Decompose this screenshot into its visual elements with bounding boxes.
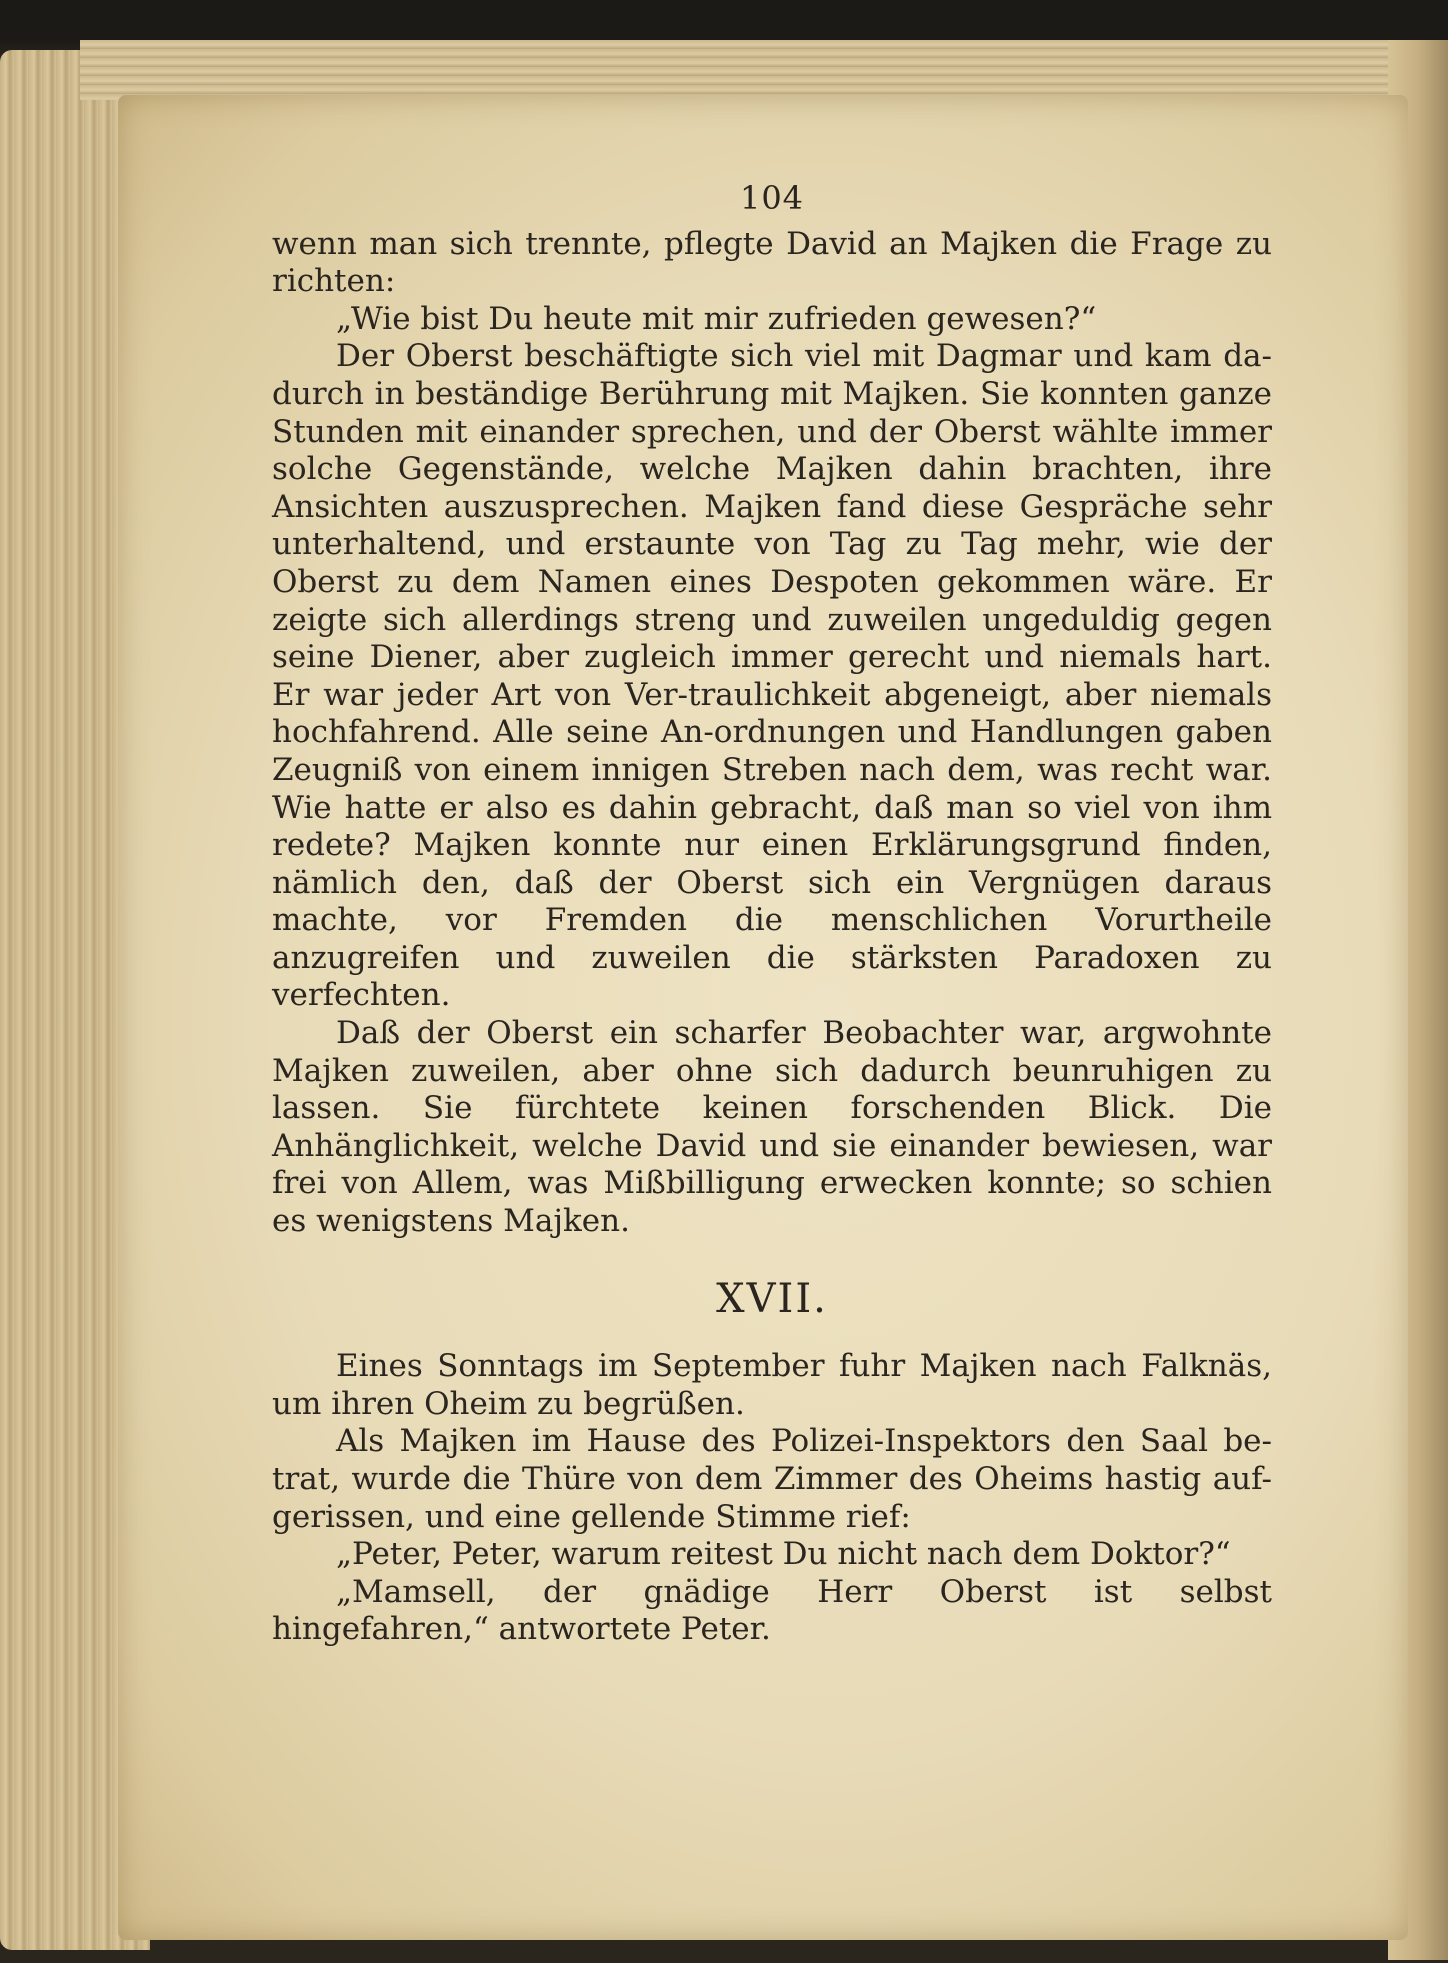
paragraph: Eines Sonntags im September fuhr Majken nach Falknäs, um ihren Oheim zu begrüßen. (272, 1348, 1272, 1422)
paragraph: „Peter, Peter, warum reitest Du nicht nach dem Doktor?“ (336, 1536, 1231, 1573)
paragraph: „Mamsell, der gnädige Herr Oberst ist selbst hingefahren,“ antwortete Peter. (272, 1573, 1272, 1648)
paragraph: „Wie bist Du heute mit mir zufrieden gewesen?“ (336, 300, 1097, 337)
paragraph: Daß der Oberst ein scharfer Beobachter war, argwohnte Majken zuweilen, aber ohne sich dadurch beunruhigen zu lassen. Sie fürchtete keinen forschenden Blick. Die Anhänglichkeit, welche David und sie einander bewiesen, war frei von Allem, was Mißbilligung erwecken konnte; so schien es wenigstens Majken. (272, 1015, 1272, 1240)
paragraph: wenn man sich trennte, pflegte David an Majken die Frage zu richten: (272, 225, 1272, 300)
paragraph: Der Oberst beschäftigte sich viel mit Dagmar und kam da-durch in beständige Berührung mit Majken. Sie konnten ganze Stunden mit einander sprechen, und der Oberst wählte immer solche Gegenstände, welche Majken dahin brachten, ihre Ansichten auszusprechen. Majken fand diese Gespräche sehr unterhaltend, und erstaunte von Tag zu Tag mehr, wie der Oberst zu dem Namen eines Despoten gekommen wäre. Er zeigte sich allerdings streng und zuweilen ungeduldig gegen seine Diener, aber zugleich immer gerecht und niemals hart. Er war jeder Art von Ver-traulichkeit abgeneigt, aber niemals hochfahrend. Alle seine An-ordnungen und Handlungen gaben Zeugniß von einem innigen Streben nach dem, was recht war. Wie hatte er also es dahin gebracht, daß man so viel von ihm redete? Majken konnte nur einen Erklärungsgrund finden, nämlich den, daß der Oberst sich ein Vergnügen daraus machte, vor Fremden die menschlichen Vorurtheile anzugreifen und zuweilen die stärksten Paradoxen zu verfechten. (272, 338, 1272, 1014)
paragraph: Als Majken im Hause des Polizei-Inspektors den Saal be-trat, wurde die Thüre von dem Zimmer des Oheims hastig auf-gerissen, und eine gellende Stimme rief: (272, 1423, 1272, 1535)
page-text (272, 180, 1272, 1649)
page-edges-top (80, 40, 1448, 100)
chapter-heading: XVII. (716, 1275, 828, 1322)
page-number: 104 (739, 179, 805, 217)
